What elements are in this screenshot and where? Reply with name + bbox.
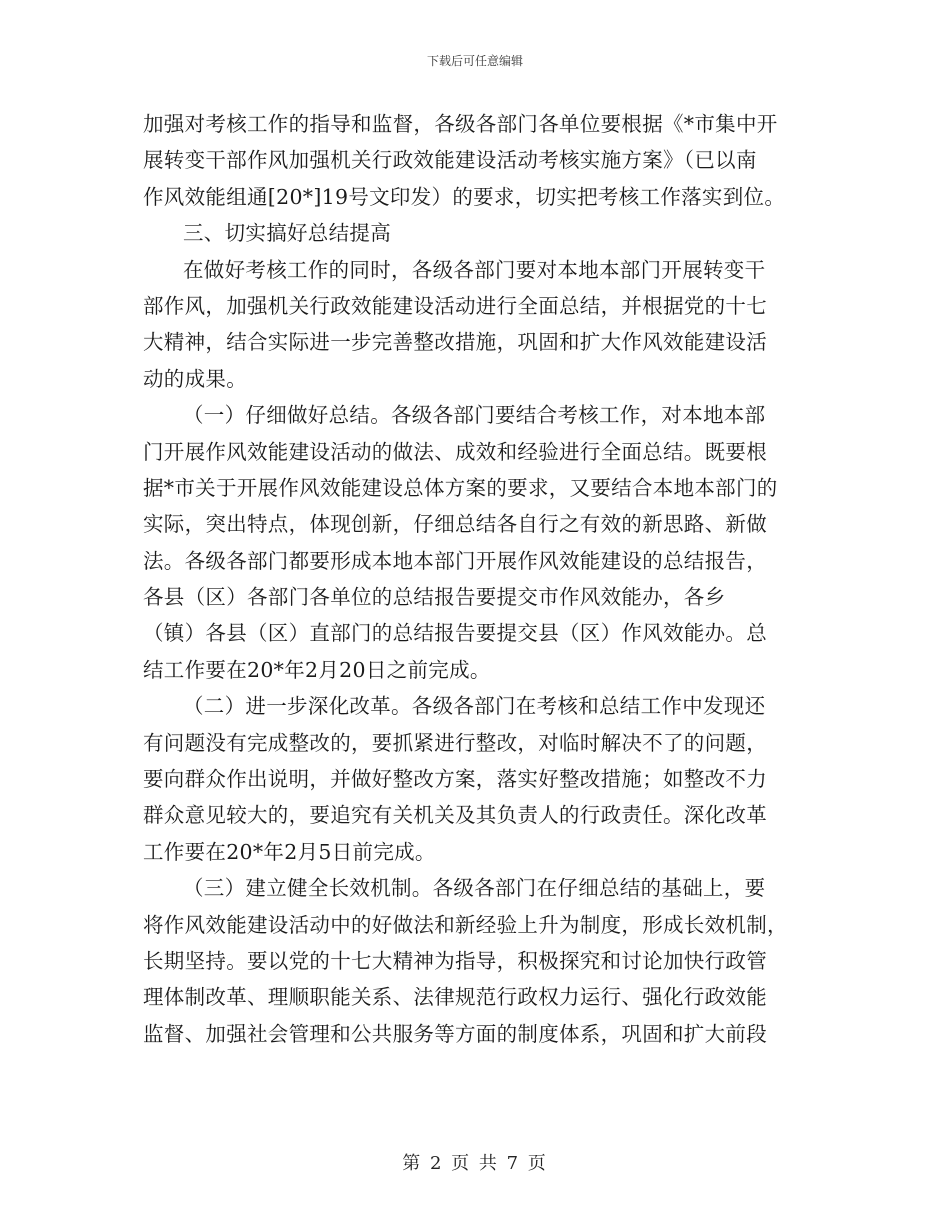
paragraph-line: 作风效能组通[20*]19号文印发）的要求，切实把考核工作落实到位。: [143, 184, 786, 209]
paragraph-line: 结工作要在20*年2月20日之前完成。: [143, 657, 491, 682]
paragraph-line: 门开展作风效能建设活动的做法、成效和经验进行全面总结。既要根: [143, 439, 767, 464]
document-body: [143, 106, 803, 1052]
paragraph-line: 动的成果。: [143, 366, 247, 391]
paragraph-line: 要向群众作出说明，并做好整改方案，落实好整改措施；如整改不力: [143, 767, 767, 792]
paragraph-line: 在做好考核工作的同时，各级各部门要对本地本部门开展转变干: [183, 257, 766, 282]
paragraph-line: 加强对考核工作的指导和监督，各级各部门各单位要根据《*市集中开: [143, 112, 778, 136]
paragraph-line: 展转变干部作风加强机关行政效能建设活动考核实施方案》（已以南: [143, 148, 757, 173]
paragraph-line: （三）建立健全长效机制。各级各部门在仔细总结的基础上，要: [183, 876, 766, 901]
paragraph-line: 法。各级各部门都要形成本地本部门开展作风效能建设的总结报告，: [143, 548, 767, 573]
paragraph-line: 监督、加强社会管理和公共服务等方面的制度体系，巩固和扩大前段: [143, 1021, 767, 1046]
section-heading: 三、切实搞好总结提高: [183, 221, 391, 246]
paragraph-line: 大精神，结合实际进一步完善整改措施，巩固和扩大作风效能建设活: [143, 330, 767, 355]
page-header: 下载后可任意编辑: [426, 54, 523, 68]
paragraph-line: 理体制改革、理顺职能关系、法律规范行政权力运行、强化行政效能: [143, 985, 767, 1010]
paragraph-line: 工作要在20*年2月5日前完成。: [143, 839, 436, 864]
paragraph-line: 群众意见较大的，要追究有关机关及其负责人的行政责任。深化改革: [143, 803, 767, 828]
paragraph-line: 部作风，加强机关行政效能建设活动进行全面总结，并根据党的十七: [143, 293, 767, 318]
page-number-footer: 第 2 页 共 7 页: [402, 1153, 548, 1174]
paragraph-line: 有问题没有完成整改的，要抓紧进行整改，对临时解决不了的问题，: [143, 730, 767, 755]
paragraph-line: （二）进一步深化改革。各级各部门在考核和总结工作中发现还: [183, 694, 766, 719]
paragraph-line: 将作风效能建设活动中的好做法和新经验上升为制度，形成长效机制，: [143, 912, 788, 937]
paragraph-line: （镇）各县（区）直部门的总结报告要提交县（区）作风效能办。总: [143, 621, 767, 646]
paragraph-line: 长期坚持。要以党的十七大精神为指导，积极探究和讨论加快行政管: [143, 948, 767, 973]
paragraph-line: 据*市关于开展作风效能建设总体方案的要求，又要结合本地本部门的: [143, 475, 778, 500]
paragraph-line: （一）仔细做好总结。各级各部门要结合考核工作，对本地本部: [183, 403, 766, 428]
paragraph-line: 各县（区）各部门各单位的总结报告要提交市作风效能办，各乡: [143, 585, 726, 610]
paragraph-line: 实际，突出特点，体现创新，仔细总结各自行之有效的新思路、新做: [143, 512, 767, 537]
